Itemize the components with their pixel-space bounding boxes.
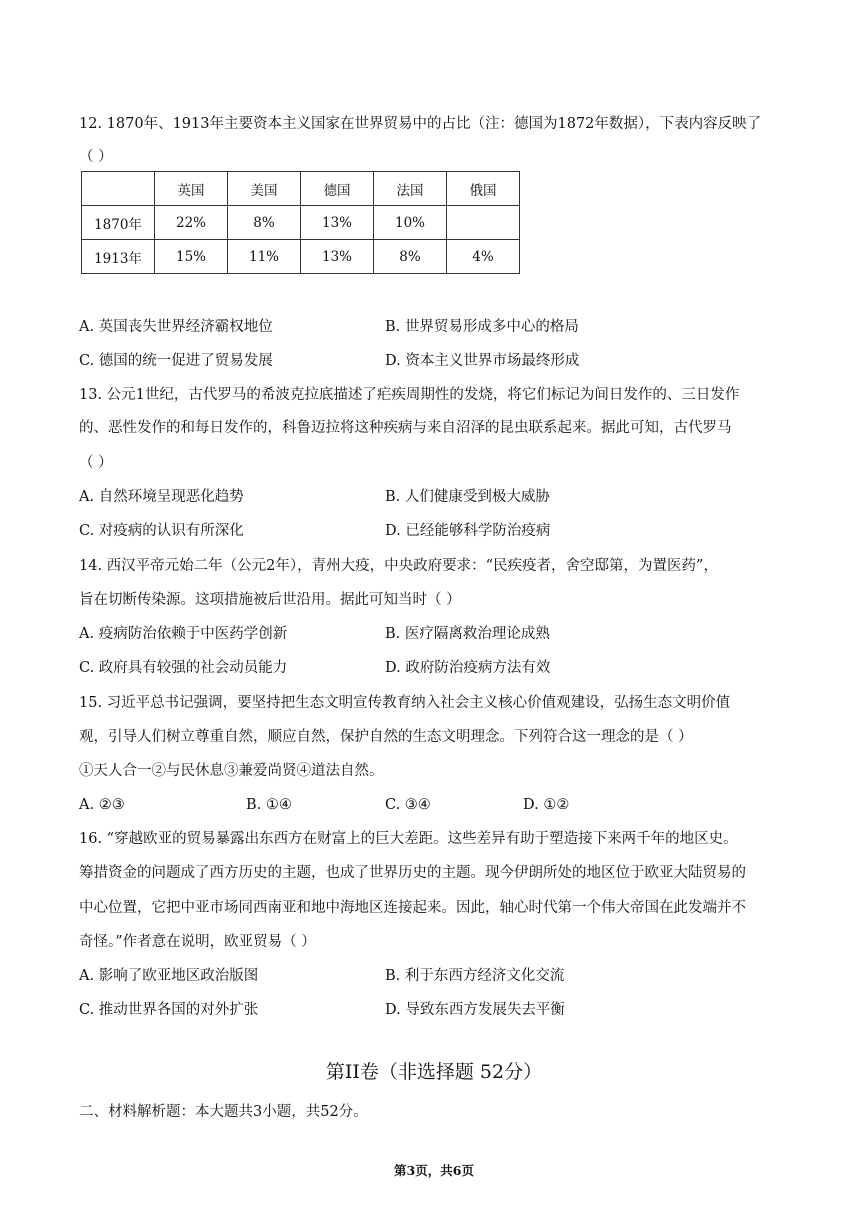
q13-stem-line1: 13. 公元1世纪，古代罗马的希波克拉底描述了疟疾周期性的发烧，将它们标记为间日发作的、三日发作 bbox=[79, 387, 740, 403]
q16-option-c: C. 推动世界各国的对外扩张 bbox=[79, 1002, 259, 1018]
table-header-row bbox=[82, 172, 520, 206]
q15-option-a: A. ②③ bbox=[79, 797, 125, 813]
q15-option-d: D. ①② bbox=[523, 797, 570, 813]
table-cell: 11% bbox=[228, 240, 301, 274]
q12-option-c: C. 德国的统一促进了贸易发展 bbox=[79, 353, 273, 369]
table-cell: 10% bbox=[374, 206, 447, 240]
page-number: 第3页，共6页 bbox=[394, 1163, 474, 1178]
q14-option-b: B. 医疗隔离救治理论成熟 bbox=[385, 626, 550, 642]
q15-stem-line2: 观，引导人们树立尊重自然，顺应自然，保护自然的生态文明理念。下列符合这一理念的是（ ） bbox=[79, 729, 693, 745]
q15-stem-line3: ①天人合一②与民休息③兼爱尚贤④道法自然。 bbox=[79, 763, 384, 779]
q15-option-c: C. ③④ bbox=[385, 797, 431, 813]
table-row bbox=[82, 206, 520, 240]
table-cell: 4% bbox=[447, 240, 520, 274]
q14-option-c: C. 政府具有较强的社会动员能力 bbox=[79, 660, 288, 676]
q14-stem-line1: 14. 西汉平帝元始二年（公元2年），青州大疫，中央政府要求：“民疾疫者，舍空邸第，为置医药”， bbox=[79, 558, 718, 574]
trade-share-table bbox=[81, 171, 520, 274]
table-header-cell: 英国 bbox=[155, 172, 228, 206]
q13-option-a: A. 自然环境呈现恶化趋势 bbox=[79, 489, 244, 505]
q13-option-b: B. 人们健康受到极大威胁 bbox=[385, 489, 550, 505]
q12-stem-line1: 12. 1870年、1913年主要资本主义国家在世界贸易中的占比（注：德国为1872年数据），下表内容反映了 bbox=[79, 116, 762, 132]
table-cell: 8% bbox=[374, 240, 447, 274]
table-cell: 22% bbox=[155, 206, 228, 240]
q14-stem-line2: 旨在切断传染源。这项措施被后世沿用。据此可知当时（ ） bbox=[79, 592, 461, 608]
q15-stem-line1: 15. 习近平总书记强调，要坚持把生态文明宣传教育纳入社会主义核心价值观建设，弘扬生态文明价值 bbox=[79, 695, 731, 711]
q13-stem-line2: 的、恶性发作的和每日发作的，科鲁迈拉将这种疾病与来自沼泽的昆虫联系起来。据此可知，古代罗马 bbox=[79, 420, 732, 436]
section-intro: 二、材料解析题：本大题共3小题，共52分。 bbox=[79, 1104, 368, 1120]
table-header-cell: 俄国 bbox=[447, 172, 520, 206]
table-header-cell: 德国 bbox=[301, 172, 374, 206]
section-title: 第II卷（非选择题 52分） bbox=[325, 1061, 543, 1083]
q16-stem-line2: 筹措资金的问题成了西方历史的主题，也成了世界历史的主题。现今伊朗所处的地区位于欧亚大陆贸易的 bbox=[79, 865, 746, 881]
table-row bbox=[82, 240, 520, 274]
q14-option-d: D. 政府防治疫病方法有效 bbox=[385, 660, 551, 676]
table-cell: 13% bbox=[301, 240, 374, 274]
q13-option-c: C. 对疫病的认识有所深化 bbox=[79, 523, 244, 539]
q16-stem-line1: 16. “穿越欧亚的贸易暴露出东西方在财富上的巨大差距。这些差异有助于塑造接下来两千年的地区史。 bbox=[79, 831, 738, 847]
table-header-cell: 美国 bbox=[228, 172, 301, 206]
table-cell: 1870年 bbox=[82, 206, 155, 240]
table-cell bbox=[447, 206, 520, 240]
q16-option-d: D. 导致东西方发展失去平衡 bbox=[385, 1002, 565, 1018]
table-cell: 8% bbox=[228, 206, 301, 240]
q16-option-b: B. 利于东西方经济文化交流 bbox=[385, 968, 565, 984]
table-cell: 13% bbox=[301, 206, 374, 240]
q16-option-a: A. 影响了欧亚地区政治版图 bbox=[79, 968, 259, 984]
q16-stem-line4: 奇怪。”作者意在说明，欧亚贸易（ ） bbox=[79, 934, 316, 950]
q15-option-b: B. ①④ bbox=[246, 797, 292, 813]
q16-stem-line3: 中心位置，它把中亚市场同西南亚和地中海地区连接起来。因此，轴心时代第一个伟大帝国在此发端并不 bbox=[79, 900, 746, 916]
table-header-cell bbox=[82, 172, 155, 206]
q12-option-d: D. 资本主义世界市场最终形成 bbox=[385, 353, 580, 369]
q12-stem-line2: （ ） bbox=[79, 149, 113, 165]
q12-option-b: B. 世界贸易形成多中心的格局 bbox=[385, 319, 579, 335]
q13-option-d: D. 已经能够科学防治疫病 bbox=[385, 523, 551, 539]
table-cell: 15% bbox=[155, 240, 228, 274]
q13-stem-line3: （ ） bbox=[79, 455, 113, 471]
q14-option-a: A. 疫病防治依赖于中医药学创新 bbox=[79, 626, 288, 642]
q12-option-a: A. 英国丧失世界经济霸权地位 bbox=[79, 319, 273, 335]
table-header-cell: 法国 bbox=[374, 172, 447, 206]
table-cell: 1913年 bbox=[82, 240, 155, 274]
